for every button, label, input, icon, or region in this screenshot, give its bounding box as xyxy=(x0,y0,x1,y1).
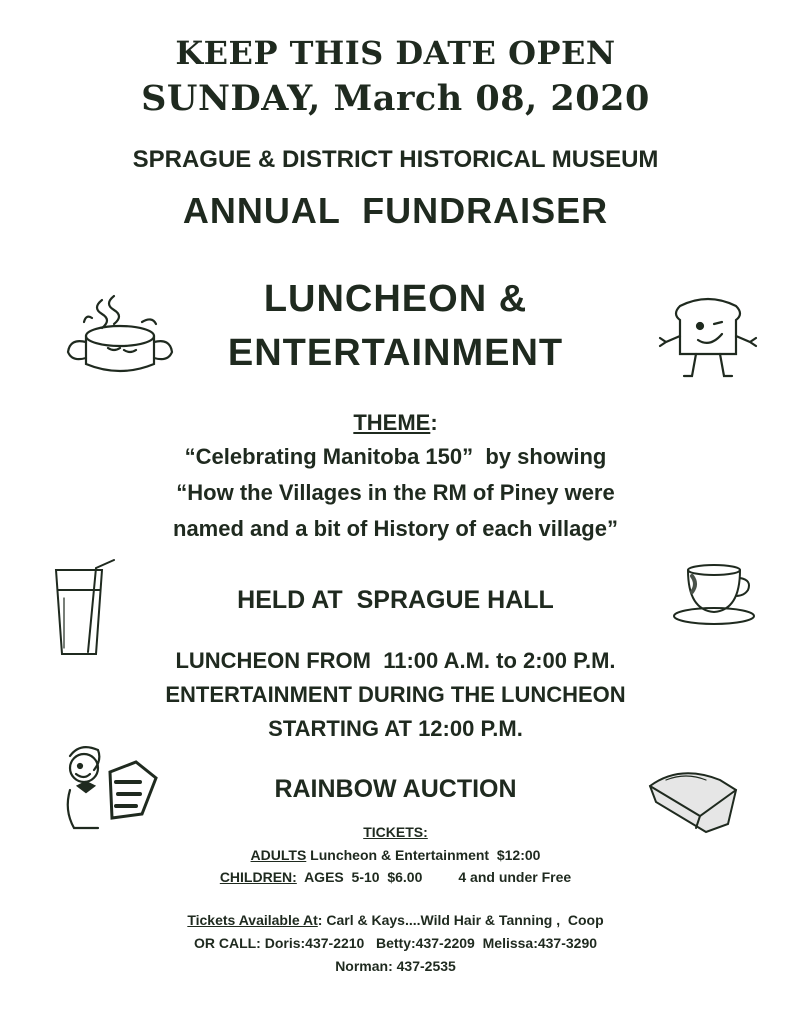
children-price-line xyxy=(0,869,791,885)
venue: HELD AT SPRAGUE HALL xyxy=(237,586,554,614)
theme-label: THEME xyxy=(353,410,431,435)
schedule-line-1: LUNCHEON FROM 11:00 A.M. to 2:00 P.M. xyxy=(175,648,616,673)
theme-line-1: “Celebrating Manitoba 150” by showing xyxy=(184,444,607,469)
tickets-heading: TICKETS: xyxy=(363,824,428,840)
organization-name: SPRAGUE & DISTRICT HISTORICAL MUSEUM xyxy=(132,146,659,173)
children-price: AGES 5-10 $6.00 xyxy=(296,869,423,885)
event-date: SUNDAY, March 08, 2020 xyxy=(141,78,650,119)
availability-label: Tickets Available At xyxy=(187,912,318,928)
theme-line-3: named and a bit of History of each village” xyxy=(173,516,618,541)
availability-text: : Carl & Kays....Wild Hair & Tanning , Coop xyxy=(317,912,604,928)
availability-line xyxy=(0,912,791,928)
event-title-line-1: LUNCHEON & xyxy=(263,278,528,320)
schedule-line-2: ENTERTAINMENT DURING THE LUNCHEON xyxy=(165,682,626,707)
cooking-pot-icon xyxy=(62,292,180,382)
call-line: OR CALL: Doris:437-2210 Betty:437-2209 Melissa:437-3290 xyxy=(193,935,598,951)
adults-label: ADULTS xyxy=(250,847,307,863)
adults-price: Luncheon & Entertainment $12:00 xyxy=(306,847,541,863)
children-free: 4 and under Free xyxy=(458,869,572,885)
drinking-glass-icon xyxy=(50,556,120,660)
rainbow-auction: RAINBOW AUCTION xyxy=(274,775,517,803)
event-type-text: ANNUAL FUNDRAISER xyxy=(182,190,609,231)
norman-line: Norman: 437-2535 xyxy=(335,958,456,974)
waiter-icon xyxy=(62,742,162,838)
adults-price-line xyxy=(0,847,791,863)
schedule-line-3: STARTING AT 12:00 P.M. xyxy=(268,716,523,741)
children-label: CHILDREN: xyxy=(219,869,297,885)
theme-heading xyxy=(0,410,791,436)
event-type xyxy=(0,190,791,232)
pie-slice-icon xyxy=(646,768,746,838)
theme-colon: : xyxy=(430,410,438,435)
theme-line-2: “How the Villages in the RM of Piney were xyxy=(176,480,615,505)
coffee-cup-icon xyxy=(670,562,756,628)
event-title-line-2: ENTERTAINMENT xyxy=(227,332,564,374)
keep-date-heading: KEEP THIS DATE OPEN xyxy=(175,34,616,72)
toast-character-icon xyxy=(656,296,760,388)
